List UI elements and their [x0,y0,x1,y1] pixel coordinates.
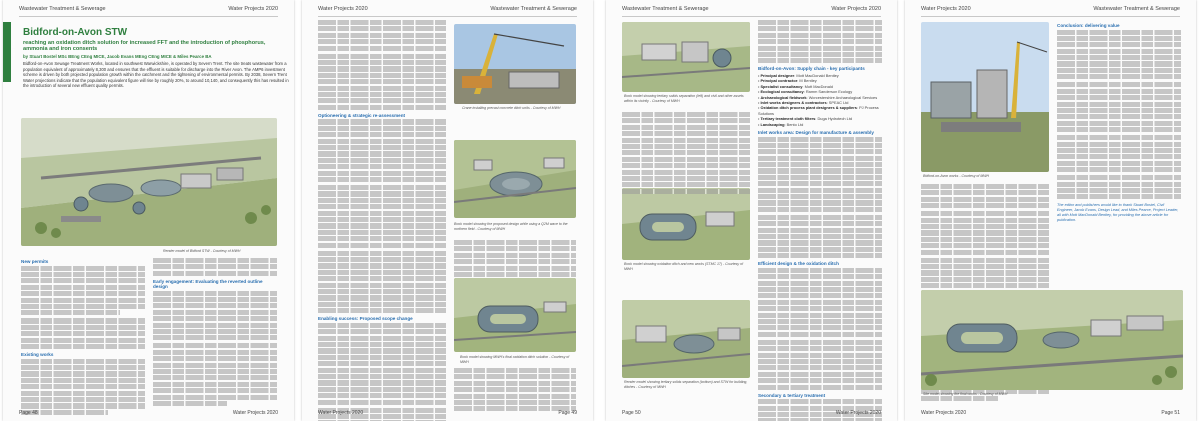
page-header [19,6,278,17]
participant-item: • Landscaping: Bento Ltd [758,121,804,127]
article-lead: Bidford-on-Avon Sewage Treatment Works, located in southwest Warwickshire, is operated by Severn Trent. The site treats wastewater from a population equivalent of approximately 8,300 and ensures that the effluent is suitable for discharge into the River Avon. The AMP6 investment scheme is driven by both projected population growth within the catchment and the tightening of environmental permits. By 2038, Severn Trent Water projections indicate that the population equivalent figure will rise by roughly 20%, to around 10,140, and consequently this has resulted in the introduction of several new effluent quality permits. [23,61,289,89]
image-caption: Site model showing the final works - Courtesy of MWH [923,392,1008,396]
subheading: Enabling success: Proposed scope change [318,316,413,322]
image-caption: Book model showing MWH's final oxidation ditch solution - Courtesy of MWH [460,355,570,364]
article-author: by Stuart Bostel MSc BEng CEng MICE, Jacob Evans MEng CEng MICE & Miles Pearce BA [23,54,212,59]
book-model-image [454,140,576,218]
editor-note: The editor and publishers would like to thank Stuart Bostel, Civil Engineer, Jacob Evans, Design Lead, and Miles Pearce, Project Leader, all with Mott MacDonald Bentley, for providing the above article for publication. [1057,203,1179,223]
image-caption: Render model of Bidford STW - Courtesy of MWH [163,249,241,253]
text-column-left-mid [622,112,750,195]
header-left: Wastewater Treatment & Sewerage [19,6,106,12]
subheading: Early engagement: Evaluating the reverted outline design [153,278,263,289]
text-column-left [21,256,145,416]
oxidation-ditch-model [454,278,576,352]
image-caption: Crane installing precast concrete ditch units - Courtesy of MWH [462,106,561,110]
crane-photo [454,24,576,104]
participant-item: • Ecological consultancy: Ramm Sanderson Ecology [758,89,853,95]
tertiary-solids-model [622,22,750,92]
oxidation-ditch-works-model [622,188,750,260]
participant-item: • Principal contractor: M Bentley [758,78,817,84]
subheading: Existing works [21,352,54,358]
page-header: Water Projects 2020 Wastewater Treatment & Sewerage [318,6,577,17]
subheading: Efficient design & the oxidation ditch [758,261,839,267]
text-column-right [1057,20,1181,223]
text-column-right [153,258,277,407]
participant-item: • Inlet works designers & contractors: SPEAC Ltd [758,99,849,105]
article-title: Bidford-on-Avon STW [23,27,128,38]
page-footer: Water Projects 2020 Page 49 [318,410,577,416]
page-51 [905,0,1196,421]
page-50 [606,0,897,421]
subheading: Optioneering & strategic re-assessment [318,112,406,118]
final-works-model [921,290,1183,390]
render-model-image [21,118,277,246]
subheading: Secondary & tertiary treatment [758,392,826,398]
image-caption: Book model showing oxidation ditch and new works (STMC 17) - Courtesy of MWH [624,262,744,271]
image-caption: Bidford-on-Avon works - Courtesy of MWH [923,174,990,178]
page-footer: Page 50 Water Projects 2020 [622,410,881,416]
text-column-right [758,20,882,421]
section-tab: Severn Trent [3,22,11,82]
page-footer: Page 48 Water Projects 2020 [19,410,278,416]
image-caption: Book model showing tertiary solids separation (left) and civil and other assets within its vicinity - Courtesy of MWH [624,94,744,103]
render-tertiary-model [622,300,750,378]
text-column-right [454,240,576,278]
subheading: Bidford-on-Avon: Supply chain - key participants [758,66,865,72]
participant-item: • Tertiary treatment cloth filters: Duga Hydrotech Ltd [758,116,853,122]
page-footer: Water Projects 2020 Page 51 [921,410,1180,416]
participant-item: • Principal designer: Mott MacDonald Bentley [758,72,839,78]
page-49 [302,0,593,421]
article-strapline: reaching an oxidation ditch solution for increased FFT and the introduction of phosphorus, ammonia and iron consents [23,40,266,53]
image-caption: Book model showing the proposed design while using a Q2M wave to the northern field - Courtesy of MWH [454,222,568,231]
participant-item: • Archaeological fieldwork: Worcestershire Archaeological Services [758,94,878,100]
subheading: Conclusion: delivering value [1057,23,1120,28]
participants-list [758,73,882,127]
works-photo [921,22,1049,172]
participant-item: • Specialist consultancy: Mott MacDonald [758,83,833,89]
page-header: Wastewater Treatment & Sewerage Water Projects 2020 [622,6,881,17]
subheading: New permits [21,259,49,264]
text-column-left [318,20,446,421]
subheading: Inlet works area: Design for manufacture & assembly [758,130,874,135]
page-48 [3,0,294,421]
page-header: Water Projects 2020 Wastewater Treatment & Sewerage [921,6,1180,17]
text-column-right-bottom [454,368,576,413]
image-caption: Render model showing tertiary solids separation (bottom) and STW for building, ditches - Courtesy of MWH [624,380,748,389]
participant-item: • Oxidation ditch process plant designers & suppliers: PJ Process Solutions [758,105,879,116]
header-right: Water Projects 2020 [228,6,278,12]
